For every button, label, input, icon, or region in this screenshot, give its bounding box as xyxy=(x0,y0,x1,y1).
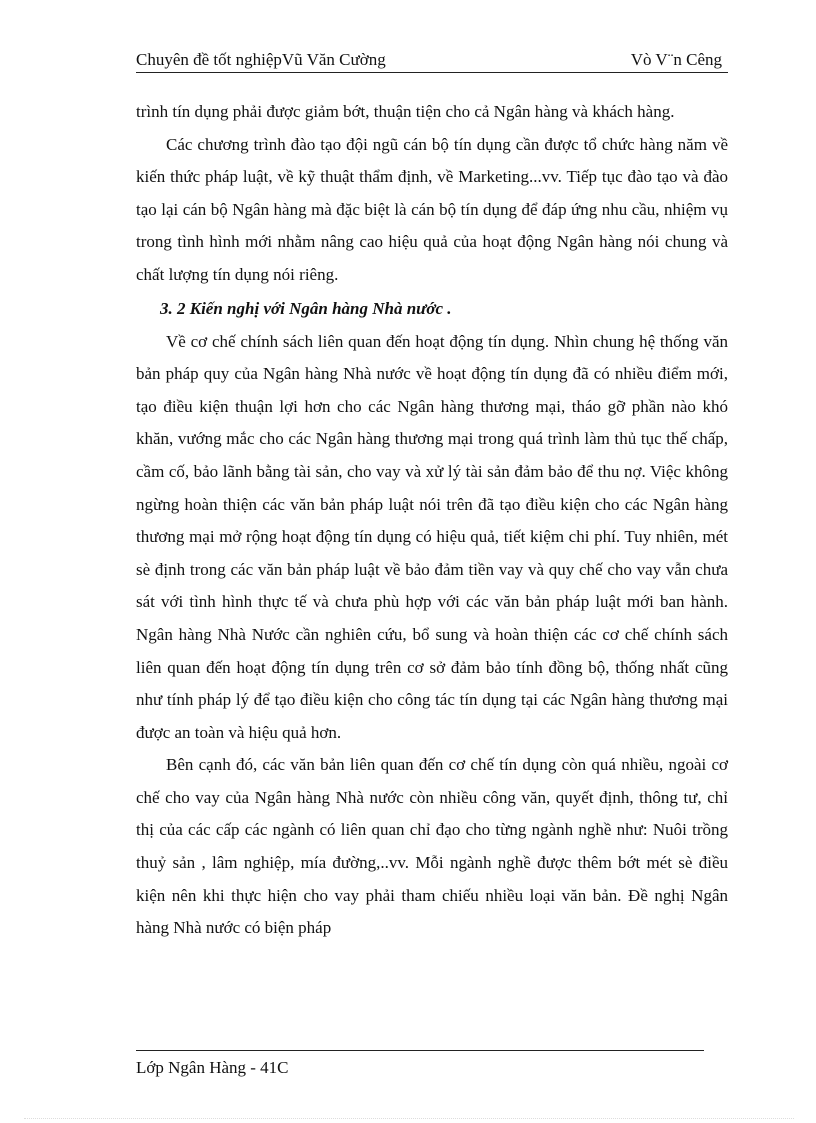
page-bottom-border xyxy=(24,1118,794,1119)
paragraph: Về cơ chế chính sách liên quan đến hoạt động tín dụng. Nhìn chung hệ thống văn bản pháp quy của Ngân hàng Nhà nước về hoạt động tín dụng đã có nhiều điểm mới, tạo điều kiện thuận lợi hơn cho các Ngân hàng thương mại, tháo gỡ phần nào khó khăn, vướng mắc cho các Ngân hàng thương mại trong quá trình làm thủ tục thế chấp, cầm cố, bảo lãnh bằng tài sản, cho vay và xử lý tài sản đảm bảo để thu nợ. Việc không ngừng hoàn thiện các văn bản pháp luật nói trên đã tạo điều kiện cho các Ngân hàng thương mại mở rộng hoạt động tín dụng có hiệu quả, tiết kiệm chi phí. Tuy nhiên, mét sè định trong các văn bản pháp luật về bảo đảm tiền vay và quy chế cho vay vẫn chưa sát với tình hình thực tế và chưa phù hợp với các văn bản pháp luật mới ban hành. Ngân hàng Nhà Nước cần nghiên cứu, bổ sung và hoàn thiện các cơ chế chính sách liên quan đến hoạt động tín dụng trên cơ sở đảm bảo tính đồng bộ, thống nhất cũng như tính pháp lý để tạo điều kiện cho công tác tín dụng tại các Ngân hàng thương mại được an toàn và hiệu quả hơn. xyxy=(136,331,728,742)
page-header xyxy=(136,48,728,73)
section-heading: 3. 2 Kiến nghị với Ngân hàng Nhà nước . xyxy=(160,298,452,318)
header-title: Chuyên đề tốt nghiệpVũ Văn Cường xyxy=(136,50,386,69)
footer-divider xyxy=(136,1050,704,1051)
paragraph: Các chương trình đào tạo đội ngũ cán bộ tín dụng cần được tổ chức hàng năm về kiến thức pháp luật, về kỹ thuật thẩm định, về Marketing...vv. Tiếp tục đào tạo và đào tạo lại cán bộ Ngân hàng mà đặc biệt là cán bộ tín dụng để đáp ứng nhu cầu, nhiệm vụ trong tình hình mới nhằm nâng cao hiệu quả của hoạt động Ngân hàng nói chung và chất lượng tín dụng nói riêng. xyxy=(136,134,728,284)
paragraph: Bên cạnh đó, các văn bản liên quan đến cơ chế tín dụng còn quá nhiều, ngoài cơ chế cho vay của Ngân hàng Nhà nước còn nhiều công văn, quyết định, thông tư, chỉ thị của các cấp các ngành có liên quan chỉ đạo cho từng ngành nghề như: Nuôi trồng thuỷ sản , lâm nghiệp, mía đường,..vv. Mỗi ngành nghề được thêm bớt mét sè điều kiện nên khi thực hiện cho vay phải tham chiếu nhiều loại văn bản. Đề nghị Ngân hàng Nhà nước có biện pháp xyxy=(136,755,728,938)
paragraph: trình tín dụng phải được giảm bớt, thuận tiện cho cả Ngân hàng và khách hàng. xyxy=(136,102,675,121)
page-footer: Lớp Ngân Hàng - 41C xyxy=(136,1058,289,1077)
document-body xyxy=(136,96,728,945)
header-author: Vò V¨n Cêng xyxy=(630,50,722,69)
